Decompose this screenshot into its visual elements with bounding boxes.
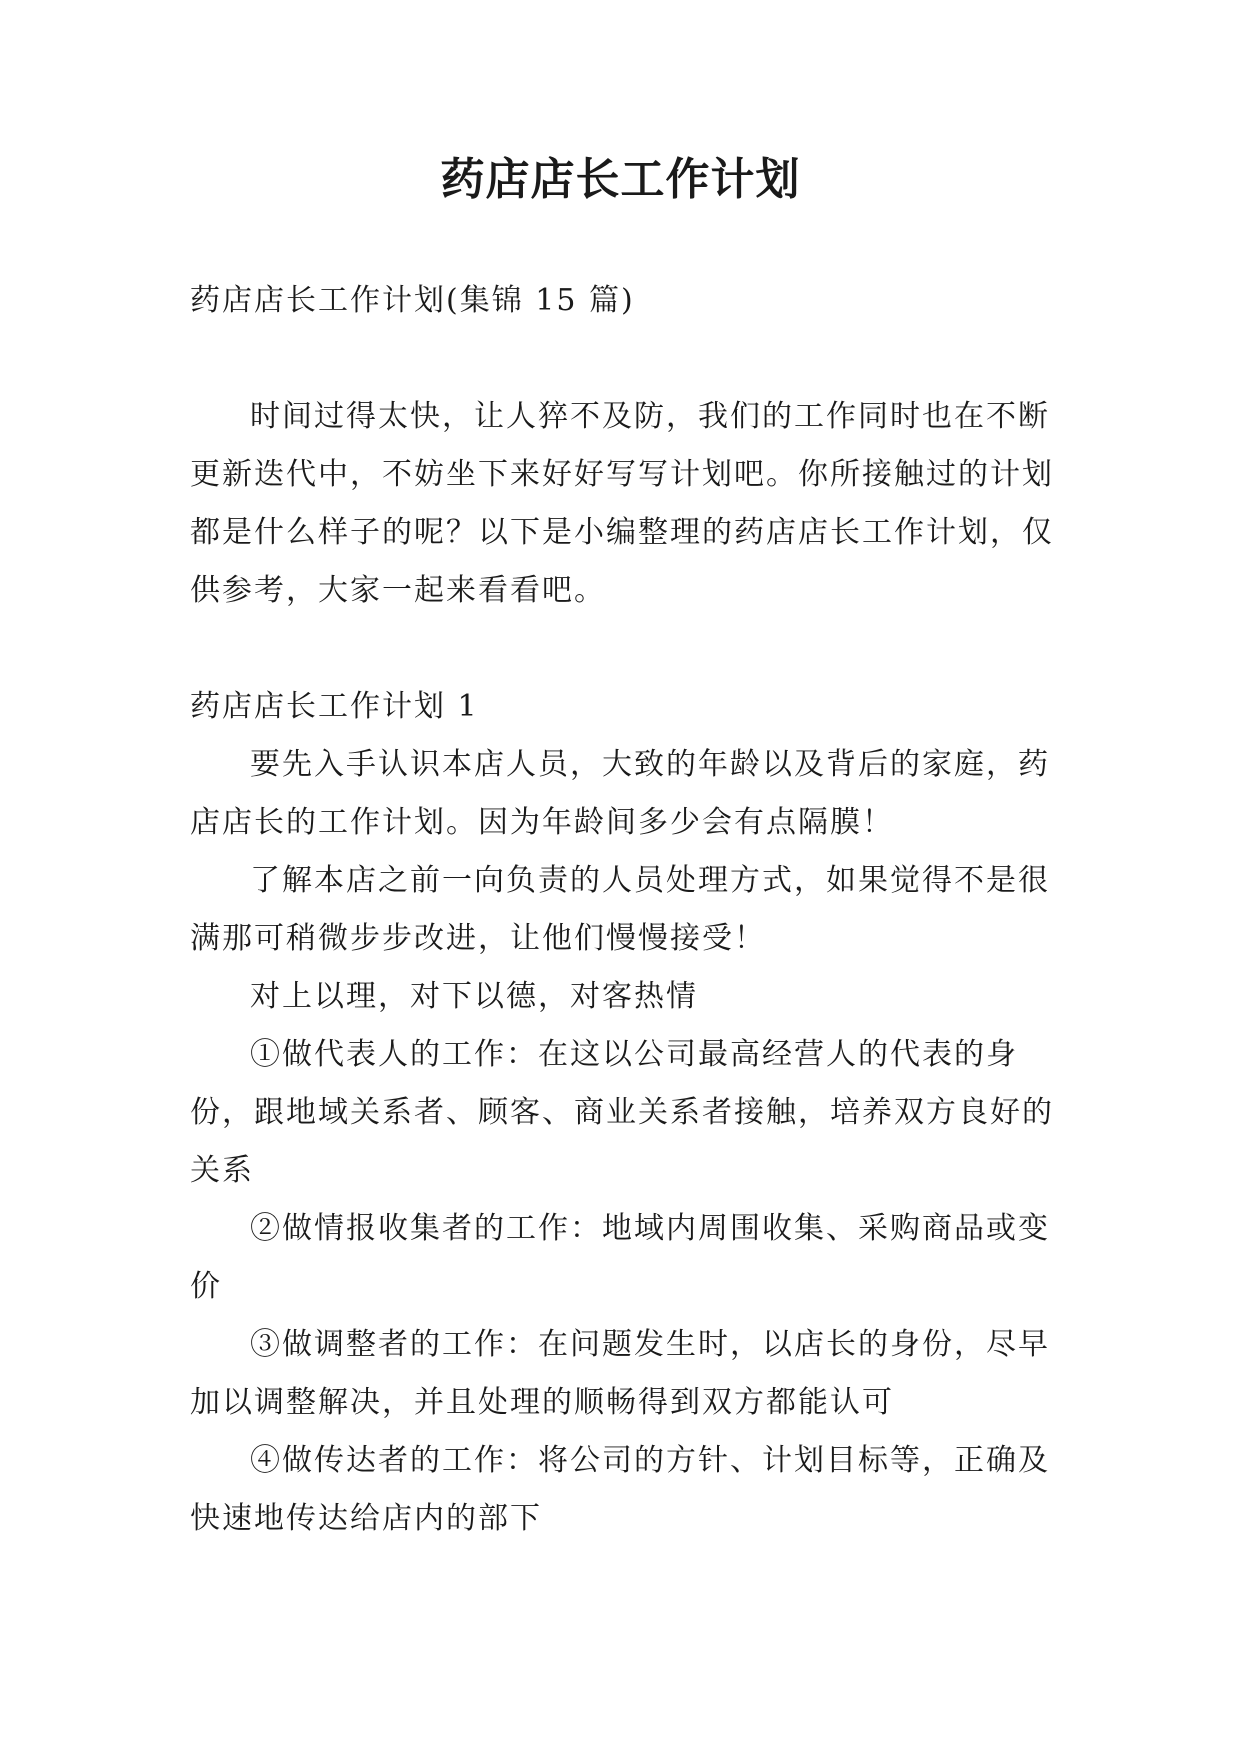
body-paragraph: ③做调整者的工作：在问题发生时，以店长的身份，尽早加以调整解决，并且处理的顺畅得到双方都能认可	[190, 1327, 1050, 1420]
body-paragraph: ①做代表人的工作：在这以公司最高经营人的代表的身份，跟地域关系者、顾客、商业关系者接触，培养双方良好的关系	[190, 1037, 1054, 1188]
body-paragraph: 了解本店之前一向负责的人员处理方式，如果觉得不是很满那可稍微步步改进，让他们慢慢接受！	[190, 863, 1050, 956]
section-heading: 药店店长工作计划 1	[190, 689, 479, 724]
body-paragraph: ②做情报收集者的工作：地域内周围收集、采购商品或变价	[190, 1211, 1050, 1304]
body-paragraph: 要先入手认识本店人员，大致的年龄以及背后的家庭，药店店长的工作计划。因为年龄间多少会有点隔膜！	[190, 747, 1050, 840]
document-title: 药店店长工作计划	[440, 154, 801, 205]
document-body	[190, 272, 1060, 1548]
body-paragraph: ④做传达者的工作：将公司的方针、计划目标等，正确及快速地传达给店内的部下	[190, 1443, 1050, 1536]
intro-paragraph: 时间过得太快，让人猝不及防，我们的工作同时也在不断更新迭代中，不妨坐下来好好写写计划吧。你所接触过的计划都是什么样子的呢？以下是小编整理的药店店长工作计划，仅供参考，大家一起来看看吧。	[190, 399, 1054, 608]
body-paragraph: 对上以理，对下以德，对客热情	[250, 979, 698, 1014]
document-subtitle: 药店店长工作计划(集锦 15 篇)	[190, 283, 635, 318]
